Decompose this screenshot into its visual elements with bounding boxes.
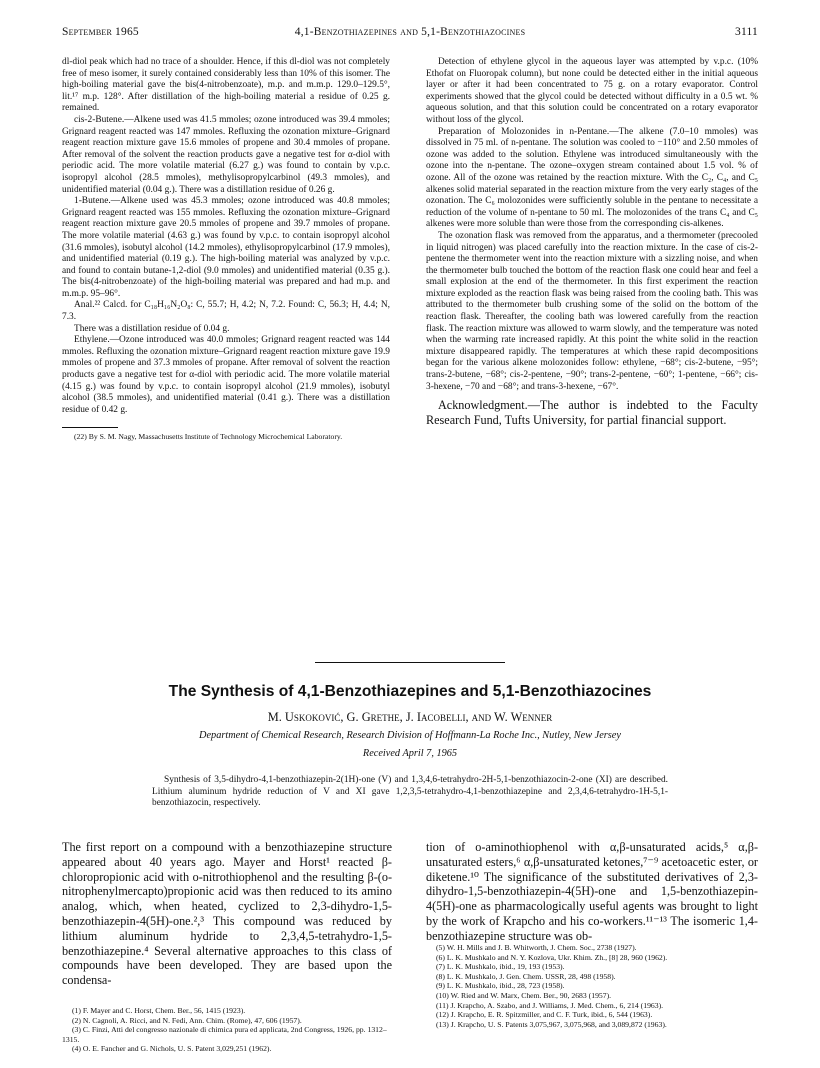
footnote: (10) W. Ried and W. Marx, Chem. Ber., 90, 2683 (1957). <box>436 990 612 1000</box>
footnotes-right <box>426 943 758 1029</box>
abstract: Synthesis of 3,5-dihydro-4,1-benzothiazepin-2(1H)-one (V) and 1,3,4,6-tetrahydro-2H-5,1-benzothiazocin-2-one (XI) are described. Lithium aluminum hydride reduction of V and XI gave 1,2,3,5-tetrahydro-4,1-benzothiazepine and 2,3,4,6-tetrahydro-1H-5,1-benzothiazocin, respectively. <box>152 775 668 809</box>
article-authors: M. Uskoković, G. Grethe, J. Iacobelli, and W. Wenner <box>267 710 553 724</box>
footnote-rule <box>62 427 118 428</box>
footnote: (6) L. K. Mushkalo and N. Y. Kozlova, Ukr. Khim. Zh., [8] 28, 960 (1962). <box>436 952 668 962</box>
paragraph: cis-2-Butene.—Alkene used was 41.5 mmoles; ozone introduced was 39.4 mmoles; Grignard reagent reacted was 147 mmoles. Refluxing the ozonation mixture–Grignard reagent reaction mixture gave 15.6 mmoles of propene and 30.4 mmoles of propane. After removal of the solvent the reaction products gave a negative test for α-diol with periodic acid. The more volatile material (6.27 g.) was found to contain by v.p.c. isopropyl alcohol (28.5 mmoles), methylisopropylcarbinol (49.3 mmoles), and unidentified material (0.04 g.). There was a distillation residue of 0.26 g. <box>62 114 390 195</box>
header-date: September 1965 <box>62 26 139 38</box>
footnote: (7) L. K. Mushkalo, ibid., 19, 193 (1953). <box>436 962 565 972</box>
body-text-left: The first report on a compound with a benzothiazepine structure appeared about 40 years ago. Mayer and Horst¹ reacted β-chloropropionic acid with o-nitrothiophenol and the resulting β-(o-nitrophenylmercapto)propionic acid was then reduced to its amino analog, which, when heated, cyclized to 2,3-dihydro-1,5-benzothiazepin-4(5H)-one.²,³ This compound was reduced by lithium aluminum hydride to 2,3,4,5-tetrahydro-1,5-benzothiazepine.⁴ Several alternative approaches to this class of compounds have been developed. They are based upon the condensa- <box>62 840 392 988</box>
running-header <box>62 26 758 42</box>
acknowledgment: Acknowledgment.—The author is indebted to the Faculty Research Fund, Tufts University, for partial financial support. <box>426 398 758 428</box>
paragraph: dl-diol peak which had no trace of a shoulder. Hence, if this dl-diol was not completely free of meso isomer, it surely contained considerably less than 10% of this isomer. The high-boiling material gave the bis(4-nitrobenzoate), m.p. and m.m.p. 129.0–129.5°, lit.¹⁷ m.p. 128°. After distillation of the high-boiling material a residue of 0.25 g. remained. <box>62 57 390 114</box>
footnote: (5) W. H. Mills and J. B. Whitworth, J. Chem. Soc., 2738 (1927). <box>436 943 637 952</box>
footnotes-left <box>62 1006 392 1054</box>
page-number: 3111 <box>735 26 758 38</box>
footnote: (8) L. K. Mushkalo, J. Gen. Chem. USSR, 28, 498 (1958). <box>436 971 616 981</box>
footnote: (1) F. Mayer and C. Horst, Chem. Ber., 56, 1415 (1923). <box>72 1006 246 1015</box>
footnote: (3) C. Finzi, Atti del congresso nazionale di chimica pura ed applicata, 2nd Congress, 1926, pp. 1312–1315. <box>62 1025 387 1044</box>
footnote: (9) L. K. Mushkalo, ibid., 28, 723 (1958). <box>436 981 565 991</box>
affiliation: Department of Chemical Research, Research Division of Hoffmann-La Roche Inc., Nutley, New Jersey <box>199 730 621 741</box>
footnote: (2) N. Cagnoli, A. Ricci, and N. Fedi, Ann. Chim. (Rome), 47, 606 (1957). <box>72 1015 302 1025</box>
paragraph: Anal.²² Calcd. for C₁₈H₁₆N₂O₈: C, 55.7; H, 4.2; N, 7.2. Found: C, 56.3; H, 4.4; N, 7.3. <box>62 300 390 323</box>
paragraph: Ethylene.—Ozone introduced was 40.0 mmoles; Grignard reagent reacted was 144 mmoles. Refluxing the ozonation mixture–Grignard reagent reaction mixture gave 19.9 mmoles of propene and 37.3 mmoles of propane. After removal of solvent the reaction products gave a negative test for α-diol with periodic acid. The more volatile material (4.15 g.) was found by v.p.c. to contain isopropyl alcohol (21.9 mmoles), isobutyl alcohol (38.5 mmoles), and unidentified material (0.41 g.). There was a distillation residue of 0.42 g. <box>62 335 390 415</box>
paragraph: There was a distillation residue of 0.04 g. <box>74 323 230 334</box>
paragraph: Preparation of Molozonides in n-Pentane.—The alkene (7.0–10 mmoles) was dissolved in 75 ml. of n-pentane. The solution was cooled to −110° and 2.50 mmoles of ozone was added to the solution. Ethylene was introduced simultaneously with the ozone into the n-pentane. The ozone–oxygen stream contained about 1.5 vol. % of ozone. All of the ozone was retained by the reaction mixture. With the C₂, C₄, and C₅ alkenes solid material separated in the reaction mixture from the very early stages of the ozonation. The C₆ molozonides were sufficiently soluble in the pentane to necessitate a reduction of the volume of n-pentane to 50 ml. The molozonides of the trans C₄ and C₅ alkenes were more soluble than were those from the corresponding cis-alkenes. <box>426 126 758 230</box>
header-title: 4,1-Benzothiazepines and 5,1-Benzothiazocines <box>294 26 526 38</box>
footnote: (12) J. Krapcho, E. R. Spitzmiller, and C. F. Turk, ibid., 6, 544 (1963). <box>436 1010 653 1020</box>
footnote: (11) J. Krapcho, A. Szabo, and J. Williams, J. Med. Chem., 6, 214 (1963). <box>436 1000 664 1010</box>
article-title: The Synthesis of 4,1-Benzothiazepines and 5,1-Benzothiazocines <box>168 683 652 700</box>
paragraph: The ozonation flask was removed from the apparatus, and a thermometer (precooled in liquid nitrogen) was placed carefully into the reaction mixture. In the case of cis-2-pentene the thermometer went into the reaction mixture with a sizzling noise, and when the thermometer bulb touched the bottom of the reaction flask one could hear and feel a small explosion at the end of the thermometer. In this first experiment the reaction mixture exploded as the reaction flask was being raised from the cooling bath. This was attributed to the thermometer bulb crushing some of the solid on the bottom of the reaction flask. Thereafter, the cooling bath was lowered carefully from the reaction flask. The reaction mixture was allowed to warm slowly, and the temperature was noted when the warming rate increased rapidly. At this point the white solid in the reaction mixture disappeared rapidly. The temperatures at which these rapid decompositions began for the various alkene molozonides follow: ethylene, −68°; cis-2-butene, −95°; trans-2-butene, −68°; cis-2-pentene, −90°; trans-2-pentene, −60°; 1-pentene, −66°; cis-3-hexene, −70 and −68°; and trans-3-hexene, −67°. <box>426 230 758 392</box>
footnote: (13) J. Krapcho, U. S. Patents 3,075,967, 3,075,968, and 3,089,872 (1963). <box>436 1019 667 1029</box>
body-text-right: tion of o-aminothiophenol with α,β-unsaturated acids,⁵ α,β-unsaturated esters,⁶ α,β-unsaturated ketones,⁷⁻⁹ acetoacetic ester, or diketene.¹⁰ The significance of the substituted derivatives of 2,3-dihydro-1,5-benzothiazepin-4(5H)-one and 1,5-benzothiazepin-4(5H)-one as pharmacologically useful agents was brought to light by the work of Krapcho and his co-workers.¹¹⁻¹³ The isomeric 1,4-benzothiazepine structure was ob- <box>426 840 758 943</box>
right-column <box>426 57 758 428</box>
paragraph: 1-Butene.—Alkene used was 45.3 mmoles; ozone introduced was 40.8 mmoles; Grignard reagent reacted was 155 mmoles. Refluxing the ozonation mixture–Grignard reagent reaction mixture gave 20.5 mmoles of propene and 39.7 mmoles of propane. The more volatile material (4.63 g.) was found by v.p.c. to contain isopropyl alcohol (31.6 mmoles), isobutyl alcohol (14.2 mmoles), ethylisopropylcarbinol (17.9 mmoles), and unidentified material (0.19 g.). The high-boiling material was analyzed by v.p.c. and found to contain butane-1,2-diol (9.0 mmoles) and unidentified material (0.35 g.). The bis(4-nitrobenzoate) of the high-boiling material was prepared and had m.p. and m.m.p. 95–96°. <box>62 196 390 299</box>
received-date: Received April 7, 1965 <box>362 748 458 759</box>
paragraph: Detection of ethylene glycol in the aqueous layer was attempted by v.p.c. (10% Ethofat on Fluoropak column), but none could be detected either in the initial aqueous layer or after it had been concentrated to 75 g. on a rotary evaporator. Control experiments showed that the glycol could be detected without difficulty in a 0.5 wt. % aqueous solution, and that this solution could be concentrated on a rotary evaporator without loss of the glycol. <box>426 57 758 125</box>
left-column <box>62 57 390 442</box>
article-separator <box>315 662 505 663</box>
footnote: (4) O. E. Fancher and G. Nichols, U. S. Patent 3,029,251 (1962). <box>72 1044 272 1054</box>
footnote: (22) By S. M. Nagy, Massachusetts Institute of Technology Microchemical Laboratory. <box>74 432 343 442</box>
